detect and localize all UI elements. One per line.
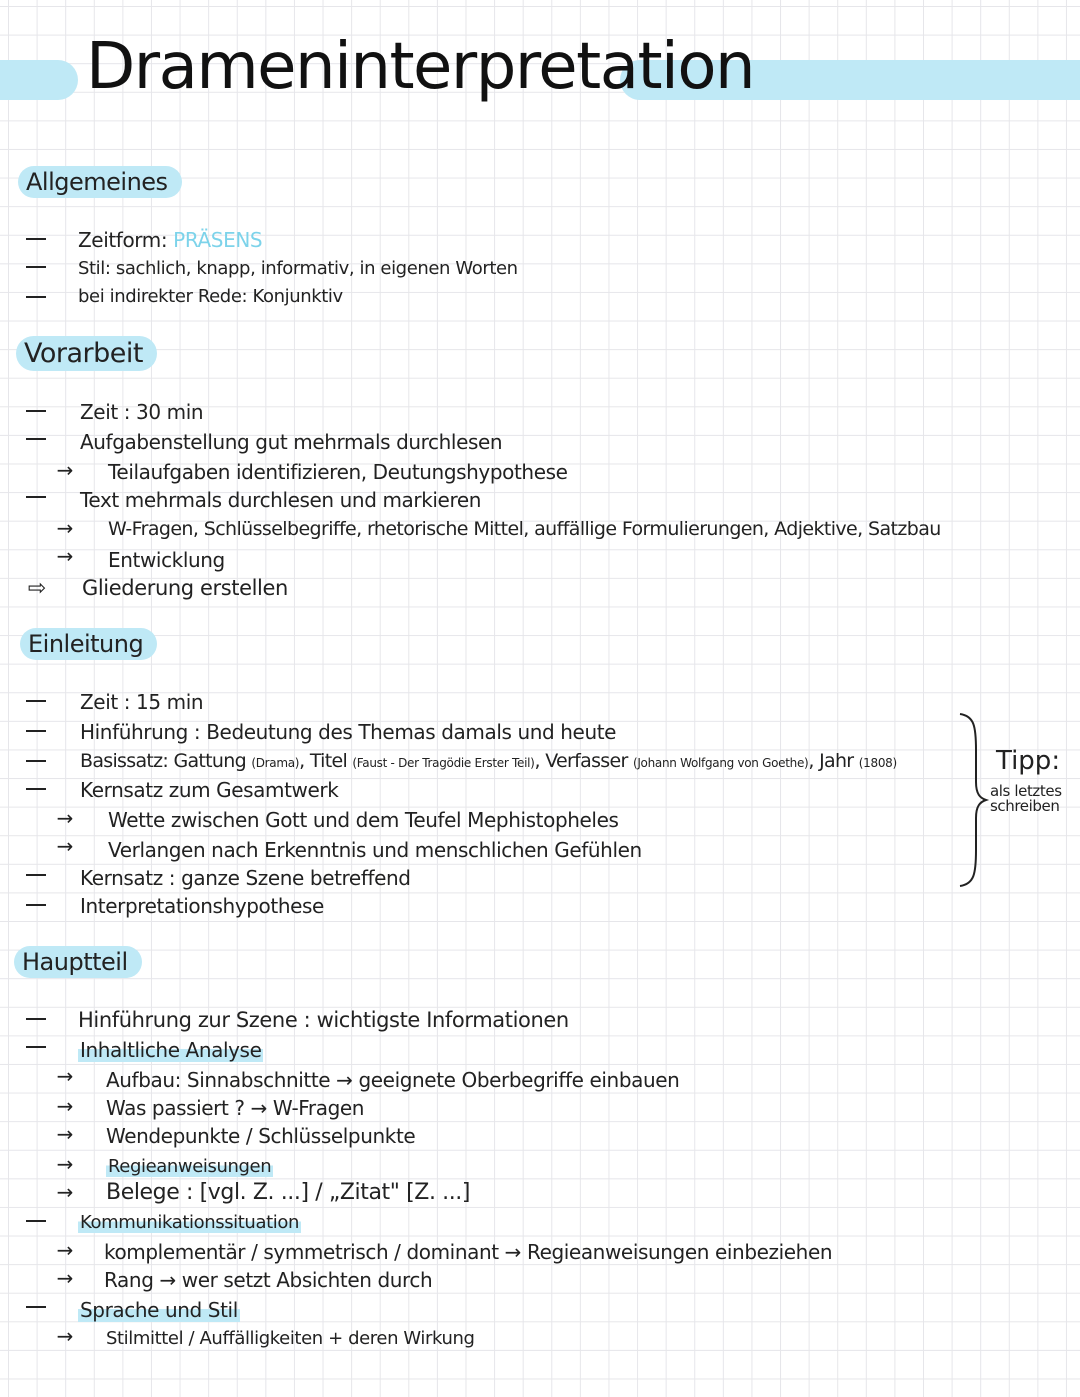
heading-einleitung: Einleitung [20,628,157,660]
list-item-indirekte-rede: bei indirekter Rede: Konjunktiv [78,286,343,307]
list-item-zeitform: Zeitform: PRÄSENS [78,228,263,252]
dash-icon [26,788,46,790]
list-item-teilaufgaben: Teilaufgaben identifizieren, Deutungshypothese [108,460,568,484]
list-item-text-markieren: Text mehrmals durchlesen und markieren [80,488,482,512]
list-item-verlangen: Verlangen nach Erkenntnis und menschlichen Gefühlen [108,838,642,862]
dash-icon [26,496,46,498]
list-item-gliederung: Gliederung erstellen [82,576,288,600]
arrow-icon: → [56,1122,74,1146]
dash-icon [26,266,46,268]
dash-icon [26,874,46,876]
list-item-wette: Wette zwischen Gott und dem Teufel Mephistopheles [108,808,619,832]
list-item-hinfuehrung: Hinführung : Bedeutung des Themas damals und heute [80,720,617,744]
arrow-icon: → [56,1238,74,1262]
page-title: Drameninterpretation [86,30,755,104]
arrow-icon: → [56,834,74,858]
dash-icon [26,730,46,732]
arrow-icon: → [56,806,74,830]
heading-hauptteil: Hauptteil [14,946,142,978]
list-item-entwicklung: Entwicklung [108,548,225,572]
list-item-zeit: Zeit : 30 min [80,400,204,424]
arrow-icon: → [56,516,74,540]
dash-icon [26,438,46,440]
curly-brace-icon [952,710,992,890]
list-item-aufgabenstellung: Aufgabenstellung gut mehrmals durchlesen [80,430,503,454]
list-item-hinfuehrung-szene: Hinführung zur Szene : wichtigste Informationen [78,1008,569,1032]
tip-text: als letztes schreiben [990,782,1062,815]
list-item-stilmittel: Stilmittel / Auffälligkeiten + deren Wirkung [106,1328,475,1349]
dash-icon [26,238,46,240]
list-item-belege: Belege : [vgl. Z. ...] / „Zitat" [Z. ...] [106,1180,471,1205]
heading-vorarbeit: Vorarbeit [16,336,157,371]
arrow-icon: → [56,1180,74,1204]
list-item-markierkriterien: W-Fragen, Schlüsselbegriffe, rhetorische Mittel, auffällige Formulierungen, Adjektive, Satzbau [108,518,941,540]
dash-icon [26,1220,46,1222]
arrow-icon: → [56,1064,74,1088]
tense-value: PRÄSENS [173,228,263,252]
heading-allgemeines: Allgemeines [18,166,182,198]
list-item-inhaltliche-analyse: Inhaltliche Analyse [80,1038,262,1062]
list-item-regieanweisungen: Regieanweisungen [108,1156,272,1177]
dash-icon [26,1018,46,1020]
list-item-komplementaer: komplementär / symmetrisch / dominant → Regieanweisungen einbeziehen [104,1240,833,1264]
dash-icon [26,700,46,702]
list-item-wendepunkte: Wendepunkte / Schlüsselpunkte [106,1124,416,1148]
dash-icon [26,410,46,412]
list-item-aufbau: Aufbau: Sinnabschnitte → geeignete Oberbegriffe einbauen [106,1068,680,1092]
arrow-icon: → [56,1094,74,1118]
list-item-interpretationshypothese: Interpretationshypothese [80,894,324,918]
list-item-zeit: Zeit : 15 min [80,690,204,714]
list-item-rang: Rang → wer setzt Absichten durch [104,1268,433,1292]
dash-icon [26,296,46,298]
arrow-icon: → [56,1324,74,1348]
list-item-sprache-und-stil: Sprache und Stil [80,1298,238,1322]
arrow-icon: → [56,544,74,568]
list-item-stil: Stil: sachlich, knapp, informativ, in eigenen Worten [78,258,518,279]
dash-icon [26,1306,46,1308]
list-item-kernsatz-gesamtwerk: Kernsatz zum Gesamtwerk [80,778,339,802]
list-item-was-passiert: Was passiert ? → W-Fragen [106,1096,365,1120]
arrow-icon: → [56,1266,74,1290]
dash-icon [26,904,46,906]
arrow-icon: → [56,1152,74,1176]
hollow-arrow-icon: ⇨ [27,576,47,601]
arrow-icon: → [56,458,74,482]
dash-icon [26,760,46,762]
list-item-kommunikationssituation: Kommunikationssituation [80,1212,299,1233]
list-item-basissatz: Basissatz: Gattung (Drama), Titel (Faust - Der Tragödie Erster Teil), Verfasser (Johann Wolfgang von Goethe), Jahr (1808) [80,750,897,772]
title-highlight-left [0,60,78,100]
list-item-kernsatz-szene: Kernsatz : ganze Szene betreffend [80,866,411,890]
tip-title: Tipp: [996,746,1061,776]
dash-icon [26,1046,46,1048]
